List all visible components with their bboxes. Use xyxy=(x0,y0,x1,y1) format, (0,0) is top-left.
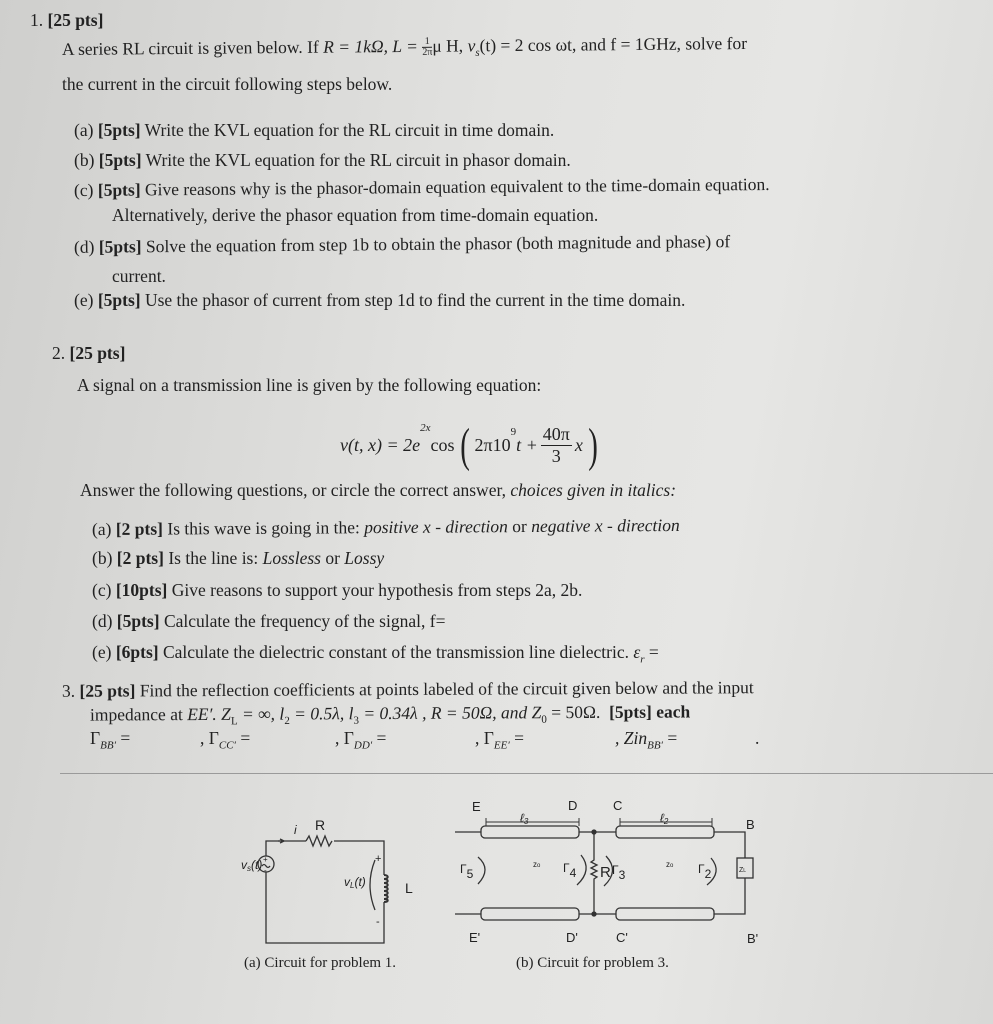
part-label: (c) xyxy=(73,179,94,201)
part-points: [5pts] xyxy=(97,120,141,140)
inductor-symbol xyxy=(384,875,388,902)
node-c-prime: C' xyxy=(616,930,628,945)
sub: L xyxy=(230,715,238,728)
end-dot: . xyxy=(755,728,760,748)
choice-lossy[interactable]: Lossy xyxy=(344,548,385,568)
problem2-header xyxy=(52,343,125,364)
problem1-intro-line1 xyxy=(62,33,747,62)
problem2-part-c xyxy=(92,580,582,601)
eq-inner: 2π10 xyxy=(474,435,511,455)
shunt-resistor xyxy=(591,832,597,914)
left-paren: ( xyxy=(459,419,470,472)
figure-a-caption: (a) Circuit for problem 1. xyxy=(244,955,397,971)
l2-label: ℓ2 xyxy=(660,811,669,826)
instruction-text: Answer the following questions, or circle the correct answer, xyxy=(80,480,511,500)
current-arrow-icon xyxy=(278,839,284,843)
eq-cos: cos xyxy=(430,435,455,455)
z0-label: zo xyxy=(666,860,674,869)
node-c: C xyxy=(613,798,623,813)
answer-zin-bb[interactable] xyxy=(615,728,755,752)
text: = 0.34λ , R = 50Ω, and Z xyxy=(358,702,542,724)
vs-sub: s xyxy=(475,46,480,59)
problem1-part-b xyxy=(74,150,571,171)
tline-l2-bottom xyxy=(616,908,714,920)
problem3-line1 xyxy=(62,677,754,702)
r-value: R = 1kΩ, xyxy=(323,36,393,57)
inductor-plus: + xyxy=(375,853,382,865)
part-points: [2 pts] xyxy=(116,548,164,568)
or-text: or xyxy=(320,548,345,568)
epsilon: ε xyxy=(633,642,641,662)
sub: EE′ xyxy=(493,739,510,752)
transmission-line-circuit xyxy=(455,798,758,971)
problem-text: Find the reflection coefficients at points labeled of the circuit given below and the input xyxy=(139,677,754,701)
problem-points: [25 pts] xyxy=(79,680,136,701)
node-b: B xyxy=(746,817,755,832)
problem2-instruction xyxy=(80,480,676,501)
gamma5-arc xyxy=(478,857,485,884)
l3-label: ℓ3 xyxy=(520,811,529,826)
eq: = xyxy=(235,728,251,748)
current-label: i xyxy=(294,823,297,837)
eq: = xyxy=(662,728,678,748)
problem-number: 1. xyxy=(30,10,44,30)
part-points: [10pts] xyxy=(115,580,168,600)
eq-exponent: 2x xyxy=(420,422,431,434)
eq: = xyxy=(115,728,131,748)
text: . Z xyxy=(212,703,231,724)
part-label: (d) xyxy=(73,236,95,257)
problem3-answers xyxy=(90,728,759,752)
inductor-minus: - xyxy=(376,916,380,928)
problem-points: [25 pts] xyxy=(47,10,104,30)
rl-circuit xyxy=(241,817,413,971)
z0-label: zo xyxy=(533,860,541,869)
part-label: (e) xyxy=(92,642,112,662)
problem1-part-d xyxy=(74,231,730,258)
inductor-label: L xyxy=(405,880,413,896)
instruction-italic: choices given in italics: xyxy=(510,480,677,500)
resistor-label: R xyxy=(315,817,326,833)
epsilon-sub: r xyxy=(640,653,645,666)
part-points: [5pts] xyxy=(97,290,141,310)
l-fraction xyxy=(422,37,432,58)
gamma4-label: Γ4 xyxy=(563,861,577,880)
voltage-arrow xyxy=(370,860,375,910)
sub: DD′ xyxy=(353,739,373,752)
eq-inner-t: t + xyxy=(516,435,538,455)
part-text-continued: current. xyxy=(112,266,166,286)
node-b-prime: B' xyxy=(747,931,759,946)
part-text: Use the phasor of current from step 1d to find the current in the time domain. xyxy=(144,290,686,310)
answer-gamma-dd[interactable] xyxy=(335,728,475,752)
choice-negative[interactable]: negative x - direction xyxy=(531,514,680,536)
part-text-continued: Alternatively, derive the phasor equation from time-domain equation. xyxy=(112,205,599,225)
part-label: (c) xyxy=(92,580,112,600)
l-unit: μ H, xyxy=(432,35,468,56)
node-d-prime: D' xyxy=(566,930,578,945)
problem1-part-c xyxy=(74,174,770,201)
problem2-part-b xyxy=(92,548,384,569)
resistor-symbol xyxy=(306,836,332,846)
resistor-label: R xyxy=(600,864,611,881)
problem1-part-e xyxy=(74,290,685,311)
problem2-intro: A signal on a transmission line is given by the following equation: xyxy=(77,375,542,395)
tline-l3-bottom xyxy=(481,908,579,920)
eq-lhs: v(t, x) = 2e xyxy=(340,435,421,455)
sym: , Zin xyxy=(615,728,648,748)
choice-positive[interactable]: positive x - direction xyxy=(364,516,508,538)
part-text: Is this wave is going in the: xyxy=(167,517,365,539)
node-e: E xyxy=(472,799,481,814)
text: impedance at xyxy=(89,704,188,725)
equals: = xyxy=(644,642,659,662)
gamma5-label: Γ5 xyxy=(460,862,474,881)
sub: CC′ xyxy=(218,739,236,752)
load-zl xyxy=(737,858,753,878)
problem1-header xyxy=(30,10,103,31)
part-label: (a) xyxy=(91,518,112,540)
part-text: Give reasons to support your hypothesis from steps 2a, 2b. xyxy=(171,580,583,600)
problem2-part-d xyxy=(92,611,445,632)
part-text: Is the line is: xyxy=(168,548,263,568)
vs-expression: (t) = 2 cos ωt xyxy=(479,34,573,56)
tline-l2-top xyxy=(616,826,714,838)
eq: = xyxy=(509,728,524,748)
eq-inner-exp: 9 xyxy=(510,426,517,438)
sym: Γ xyxy=(90,728,101,748)
part-text: Give reasons why is the phasor-domain equation equivalent to the time-domain equation. xyxy=(144,173,770,200)
right-paren: ) xyxy=(588,419,598,472)
part-points: [5pts] xyxy=(116,611,160,631)
sub: BB′ xyxy=(100,739,116,752)
problem2-part-e xyxy=(92,642,659,666)
eq-fraction xyxy=(541,424,572,467)
gamma2-arc xyxy=(707,858,716,885)
part-label: (b) xyxy=(74,150,95,170)
eq-x: x xyxy=(574,435,583,455)
answer-gamma-cc[interactable] xyxy=(200,728,335,752)
problem3-line2 xyxy=(90,701,690,728)
divider xyxy=(60,773,993,774)
part-points: [5pts] xyxy=(98,150,142,170)
frac-den: 3 xyxy=(551,446,561,466)
problem2-equation xyxy=(340,418,601,473)
part-text: Write the KVL equation for the RL circuit in time domain. xyxy=(144,120,555,140)
problem1-intro-line2: the current in the circuit following steps below. xyxy=(62,74,393,94)
part-text: Solve the equation from step 1b to obtain the phasor (both magnitude and phase) of xyxy=(145,231,731,257)
or-text: or xyxy=(507,515,532,537)
text: = 50Ω. xyxy=(546,701,601,723)
sym: , Γ xyxy=(475,728,494,748)
problem-points: [25 pts] xyxy=(69,343,126,363)
part-label: (d) xyxy=(92,611,113,631)
frequency-text: , and f = 1GHz, solve for xyxy=(571,33,748,55)
part-points: [5pts] xyxy=(98,236,142,257)
l-value: L = xyxy=(392,35,423,57)
node-e-prime: E' xyxy=(469,930,481,945)
part-points: [5pts] xyxy=(97,179,141,200)
intro-text: A series RL circuit is given below. If xyxy=(61,36,324,59)
points-each: [5pts] each xyxy=(609,701,691,722)
part-label: (a) xyxy=(74,120,94,140)
source-minus: - xyxy=(264,866,267,875)
node-d: D xyxy=(568,798,578,813)
problem2-part-a xyxy=(92,515,680,540)
gamma4-arc xyxy=(577,855,586,885)
frac-num: 1 xyxy=(422,37,432,48)
choice-lossless[interactable]: Lossless xyxy=(262,548,321,568)
tline-l3-top xyxy=(481,826,579,838)
gamma3-arc xyxy=(604,856,613,886)
frac-num: 40π xyxy=(542,424,570,444)
answer-gamma-bb[interactable] xyxy=(90,728,200,752)
problem-number: 3. xyxy=(61,680,76,701)
part-label: (e) xyxy=(74,290,94,310)
source-symbol xyxy=(258,856,274,872)
vl-label: vL(t) xyxy=(344,875,366,890)
eq: = xyxy=(372,728,387,748)
problem1-part-a xyxy=(74,120,554,141)
load-label: ZL xyxy=(739,867,747,874)
part-label: (b) xyxy=(92,548,113,568)
part-text: Calculate the dielectric constant of the transmission line dielectric. xyxy=(162,642,634,662)
sym: , Γ xyxy=(335,728,354,748)
part-text: Calculate the frequency of the signal, f= xyxy=(163,611,446,631)
frac-den: 2π xyxy=(422,47,433,59)
source-label: vs(t) xyxy=(241,858,263,873)
source-plus: + xyxy=(263,855,268,864)
text: = ∞, l xyxy=(237,703,285,724)
sym: , Γ xyxy=(200,728,219,748)
sub: 0 xyxy=(541,713,547,726)
problem-number: 2. xyxy=(52,343,66,363)
part-points: [6pts] xyxy=(115,642,159,662)
sub: BB′ xyxy=(647,739,663,752)
answer-gamma-ee[interactable] xyxy=(475,728,615,752)
part-points: [2 pts] xyxy=(115,518,164,539)
gamma3-label: Γ3 xyxy=(612,863,626,882)
vs-symbol: v xyxy=(467,35,476,56)
gamma2-label: Γ2 xyxy=(698,862,712,881)
sub: 3 xyxy=(353,714,359,727)
figure-b-caption: (b) Circuit for problem 3. xyxy=(516,955,669,971)
ee-label: EE′ xyxy=(187,703,213,725)
text: = 0.5λ, l xyxy=(289,703,354,724)
part-text: Write the KVL equation for the RL circuit in phasor domain. xyxy=(145,150,571,170)
sub: 2 xyxy=(284,715,290,728)
